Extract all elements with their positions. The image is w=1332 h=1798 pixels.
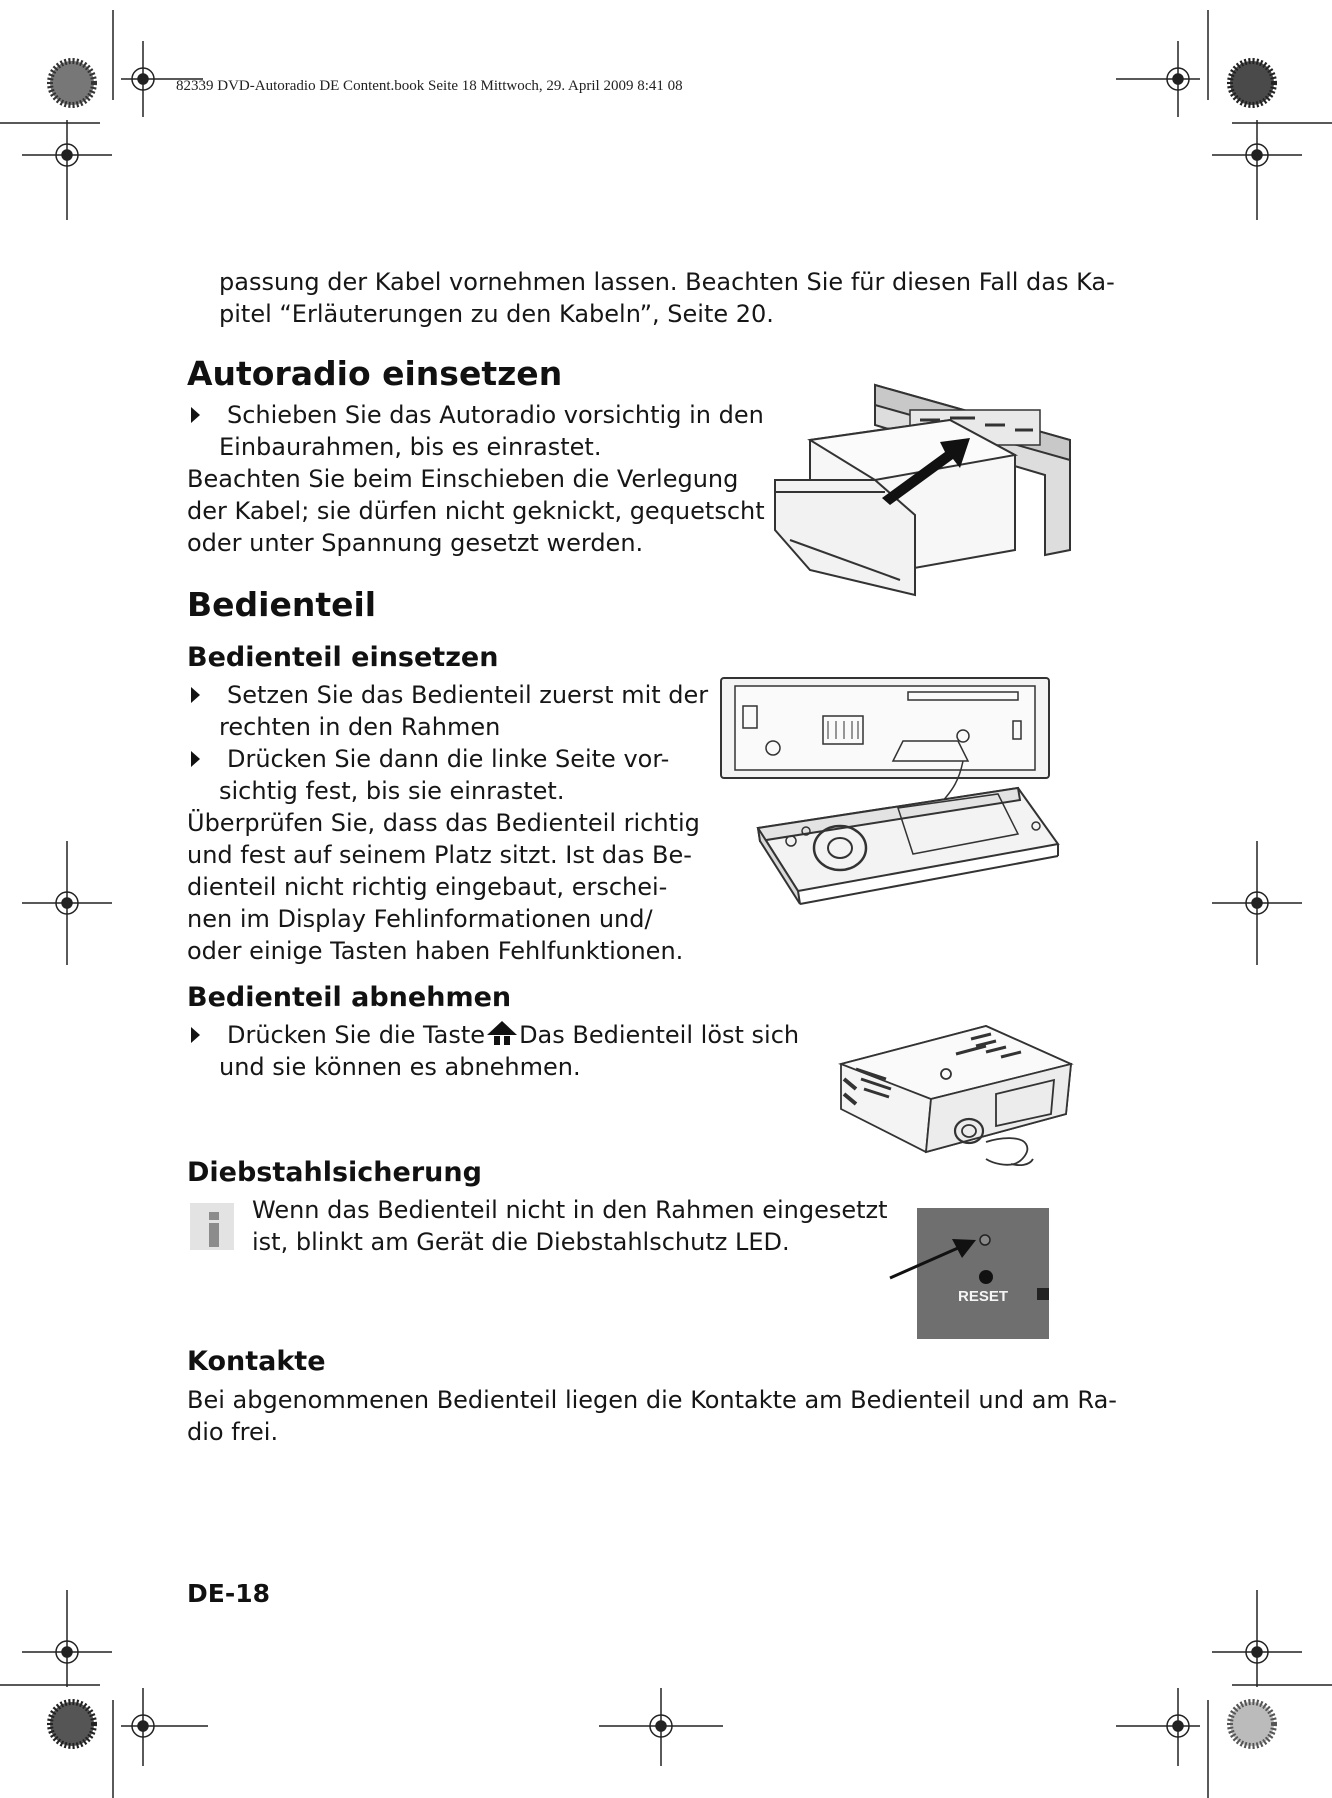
heading-diebstahlsicherung: Diebstahlsicherung [187,1157,482,1188]
heading-kontakte: Kontakte [187,1346,326,1377]
intro-line: pitel “Erläuterungen zu den Kabeln”, Seite 20. [219,300,774,328]
bullet-arrow-icon [191,407,200,423]
body-line: oder unter Spannung gesetzt werden. [187,529,644,557]
heading-bedienteil-abnehmen: Bedienteil abnehmen [187,982,512,1013]
body-line: dienteil nicht richtig eingebaut, erschei- [187,873,668,901]
heading-bedienteil-einsetzen: Bedienteil einsetzen [187,642,499,673]
body-line: Beachten Sie beim Einschieben die Verlegung [187,465,739,493]
info-icon [190,1203,234,1250]
faceplate-illustration [718,676,1058,916]
autoradio-section [187,399,765,559]
info-line: ist, blinkt am Gerät die Diebstahlschutz LED. [252,1228,790,1256]
kontakte-paragraph [187,1384,1117,1448]
bullet-line: rechten in den Rahmen [219,713,501,741]
bullet-item [187,399,765,431]
intro-line: passung der Kabel vornehmen lassen. Beachten Sie für diesen Fall das Ka- [219,268,1115,296]
bullet-line: Setzen Sie das Bedienteil zuerst mit der [227,681,709,709]
info-line: Wenn das Bedienteil nicht in den Rahmen eingesetzt [252,1196,888,1224]
bullet-line: sichtig fest, bis sie einrastet. [219,777,565,805]
info-note [252,1194,888,1258]
heading-bedienteil: Bedienteil [187,585,377,624]
bullet-line: Schieben Sie das Autoradio vorsichtig in den [227,401,764,429]
bedienteil-einsetzen-section [187,679,708,967]
intro-paragraph [219,266,1115,330]
body-line: dio frei. [187,1418,279,1446]
bullet-arrow-icon [191,687,200,703]
page-number: DE-18 [187,1579,270,1608]
bullet-item [187,1019,799,1051]
reset-label: RESET [958,1288,1009,1305]
bullet-item [187,743,708,775]
bullet-item [187,679,708,711]
bullet-line: Drücken Sie dann die linke Seite vor- [227,745,670,773]
body-line: und fest auf seinem Platz sitzt. Ist das Be- [187,841,692,869]
bullet-line: Drücken Sie die Taste Das Bedienteil löst sich [227,1021,800,1049]
body-line: der Kabel; sie dürfen nicht geknickt, gequetscht [187,497,765,525]
body-line: oder einige Tasten haben Fehlfunktionen. [187,937,684,965]
body-line: nen im Display Fehlinformationen und/ [187,905,653,933]
detach-panel-illustration [836,1024,1076,1174]
bullet-arrow-icon [191,1027,200,1043]
body-line: Bei abgenommenen Bedienteil liegen die Kontakte am Bedienteil und am Ra- [187,1386,1117,1414]
heading-autoradio-einsetzen: Autoradio einsetzen [187,354,563,393]
bullet-line: Einbaurahmen, bis es einrastet. [219,433,602,461]
bedienteil-abnehmen-section [187,1019,799,1083]
bullet-line: und sie können es abnehmen. [219,1053,581,1081]
slug-line: 82339 DVD-Autoradio DE Content.book Seite 18 Mittwoch, 29. April 2009 8:41 08 [176,78,683,94]
eject-icon [486,1020,518,1046]
body-line: Überprüfen Sie, dass das Bedienteil richtig [187,809,700,837]
radio-insert-illustration [770,380,1070,600]
bullet-arrow-icon [191,751,200,767]
led-pointer-arrow [888,1236,983,1281]
